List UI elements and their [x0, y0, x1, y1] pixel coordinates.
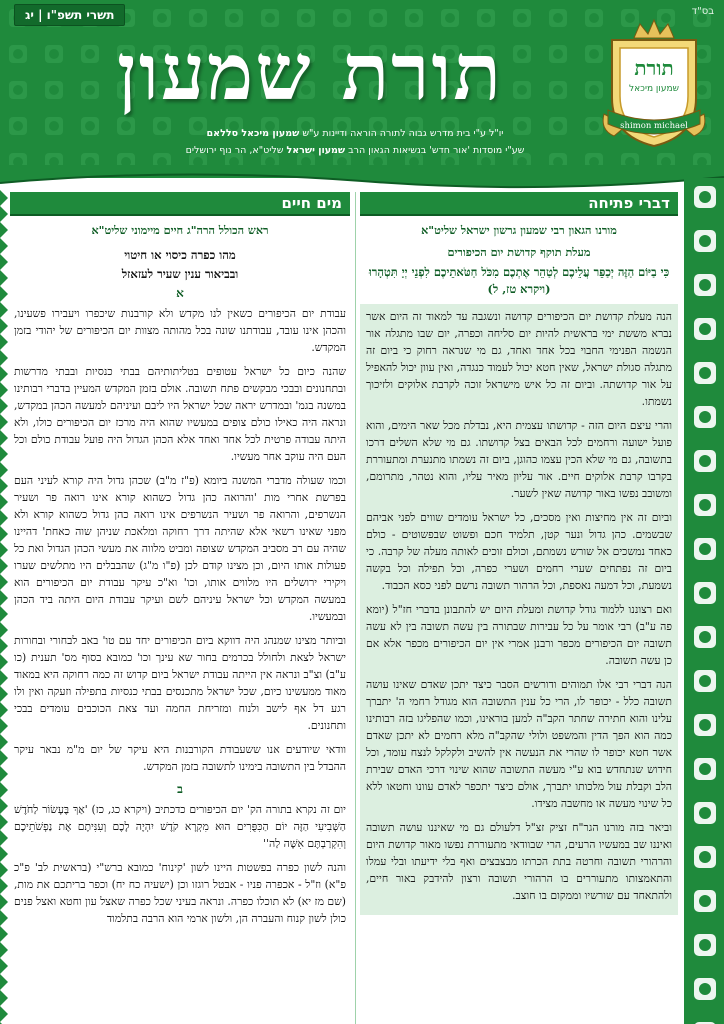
institution-location: שליט"א, הר נוף ירושלים [185, 145, 284, 156]
paragraph: וודאי שיודעים אנו ששעבודת הקורבנות היא עיקר של יום מ"מ נבאר עיקר ההבדל בין התשובה בימינו לתשובה בזמן המקדש. [14, 743, 346, 773]
publisher-line [110, 128, 600, 139]
institution-text: שע"י מוסדות 'אור חדש' בנשיאות הגאון הרב [348, 145, 525, 156]
opening-words-column [360, 192, 678, 1024]
paragraph: עבודת יום הכיפורים כשאין לנו מקדש ולא קורבנות שיכפרו ויעבירו פשעינו, והכהן אינו עובד, עבודתנו שונה בכל מהותה מצוות יום הכיפורים של יהודי בזמן המקדש. [14, 307, 346, 354]
paragraph: יום זה נקרא בתורה הק' יום הכיפורים כדכתיב (ויקרא כג, כז) 'אַךְ בֶּעָשׂוֹר לַחֹדֶשׁ הַשְּׁבִיעִי הַזֶּה יוֹם הַכִּפֻּרִים הוּא מִקְרָא קֹדֶשׁ יִהְיֶה לָכֶם וְעִנִּיתֶם אֶת נַפְשֹׁתֵיכֶם וְהִקְרַבְתֶּם אִשֶּׁה לַה'' [14, 803, 346, 850]
section-letter-b: ב [177, 782, 183, 796]
column-divider [355, 192, 356, 1024]
logo-crest [598, 18, 710, 158]
living-waters-column [10, 192, 350, 1024]
paragraph: ואם רצוננו ללמוד גודל קדושת ומעלת היום יש להתבונן בדברי חז"ל (יומא פה ע"ב) רבי אומר על כל עבירות שבתורה בין עשה תשובה בין לא עשה תשובה יום הכיפורים מכפר ורבנן אמרי אין יום הכיפורים מכפר אלא אם כן עשה תשובה. [366, 603, 672, 667]
institution-line [110, 145, 600, 156]
paragraph: שהנה כיום כל ישראל עטופים בטליתותיהם בבתי כנסיות ובבתי מדרשות ובתחנונים ובבכי מבקשים פתח תשובה. אולם בזמן המקדש המעיין בדברי רבותינו במשנה בגמ' ובמדרש יראה שכל ישראל היו ליבם ועיניהם למעשה הכהן במקדש, ונראה היה כאילו כולם צופים במעשיו שהוא היה מרכז יום הכיפורים כולו, ולא היתה עבודה פרטית לכל אחד ואחד אלא הכהן הגדול היה פועל עבודת כולם וכל העם היה עוקב אחר מעשיו. [14, 365, 346, 463]
opening-verse: כִּי בַיּוֹם הַזֶּה יְכַפֵּר עֲלֵיכֶם לְטַהֵר אֶתְכֶם מִכֹּל חַטֹּאתֵיכֶם לִפְנֵי יְיָ תִּטְהָרוּ (ויקרא טז, ל) [368, 265, 670, 296]
author-line: ראש הכולל הרה"ג חיים מיימוני שליט"א [91, 223, 269, 237]
article-body-a [10, 305, 350, 775]
paragraph: והנה לשון כפרה בפשטות היינו לשון 'קינוח' כמובא ברש"י (בראשית לב' פ"כ פ"א) וז"ל - אכפרה פניו - אבטל רוגזו וכן (ישעיה כח יח) וכפר בריתכם את מות, (שם מז יא) לא תוכלו כפרה. ונראה בעיני שכל כפרה שאצל עון וחטא ואצל פנים כולן לשון קנוח והעברה הן, ולשון ארמי הוא הרבה בתלמוד [14, 861, 346, 925]
article-question-2: ובביאור ענין שעיר לעזאזל [121, 267, 239, 281]
side-pattern [684, 178, 724, 1024]
masthead [0, 0, 724, 178]
publisher-text: יו"ל ע"י בית מדרש גבוה לתורה הוראה ודיינות ע"ש [302, 128, 504, 139]
logo-hebrew-bottom: שמעון מיכאל [629, 84, 679, 94]
logo-english-bottom: shimon michael [620, 121, 688, 131]
header-wave [0, 165, 724, 195]
article-question-1: מהו כפרה כיסוי או חיטוי [124, 248, 236, 262]
logo-english-top: Torat [641, 110, 666, 120]
newsletter-title: תורת שמעון [116, 27, 503, 118]
article-body [360, 304, 678, 915]
issue-date-badge: תשרי תשפ"ו | יג [14, 4, 125, 26]
left-edge-decoration [0, 190, 8, 1024]
paragraph: וביאר בזה מורנו הגר"ח זציק זצ"ל דלעולם גם מי שאיננו עושה תשובה ואיננו שב במעשיו הרעים, הרי שבוודאי מתעוררת נפשו מאור קדושת היום והרהורי תשובה וחרטה בתת הכרתו מבצבצים ואף בלי ידיעתו ובלי עמלו והתאמצותו מתעוררים בו הרהורי תשובה ורצון להידבק באור חיים, ולהתאחד עם שורשיו וממקום בו חוצב. [366, 821, 672, 902]
section-letter-a: א [176, 286, 184, 300]
author-line: מורנו הגאון רבי שמעון גרשון ישראל שליט"א [421, 223, 617, 237]
paragraph: והרי עיצם היום הזה - קדושתו עצמית היא, נבדלת מכל שאר הימים, והוא פועל ישועה ורחמים לכל הבאים בצל קדושתו. גם מי שלא השלים דרכו בתשובה, גם מי שלא הכין עצמו כהוגן, ביום זה נשמתו מתנערת ומתעוררת בקרבו קרבת אלוקים חיים. אור עליון מאיר עליו, והוא נטהר, מתרומם, ומשובב נפשו באור קדושה שאין לשער. [366, 419, 672, 500]
logo-hebrew-top: תורת [634, 56, 674, 80]
publisher-name: שמעון מיכאל סללאם [206, 128, 300, 139]
paragraph: וביום זה אין מחיצות ואין מסכים, כל ישראל עומדים שווים לפני אביהם שבשמים. כהן גדול ונער קטן, תלמיד חכם ופשוט שבפשוטים - כולם כאחד נמשכים אל שורש נשמתם, וכולם זוכים לאותה מעלה של קרבה. כי ביום זה נפתחים שערי רחמים ושערי כפרה, וכל תפילה וכל בקשה נשמעת, וכל דמעה נאספת, וכל הרהור תשובה נרשם לפני כסא הכבוד. [366, 511, 672, 592]
article-subject: מעלת תוקף קדושת יום הכיפורים [447, 245, 591, 259]
column-heading: דברי פתיחה [360, 192, 678, 216]
column-heading: מים חיים [10, 192, 350, 216]
bsd-mark: בס"ד [691, 6, 714, 17]
article-body-b [10, 801, 350, 927]
paragraph: הנה דברי רבי אלו תמוהים ודורשים הסבר כיצד יתכן שאדם שאינו עושה תשובה כלל - יכופר לו, הרי כל ענין התשובה הוא מגודל רחמי ה' יתברך עלינו והוא חתירה שחתר הקב"ה למען בוראינו, וכמו שהפליגו בזה רבותינו כמה הוא הפך הדין והמשפט ולולי שהקב"ה מלא רחמים לא יתכן שאדם אשר חטא יכופר לו שהרי את הנעשה אין להשיב ולקלקל לנצח עומד, וכל חידוש שנתחדש בוא ע"י מעשה התשובה שהוא שינוי דרכי האדם שבירת הלב וקבלת עול מלכותו יתברך, אולם כיצד יתכפר לאדם עוונו וחטאו ללא כל שינוי מעשה או מחשבה מצידו. [366, 678, 672, 810]
rabbi-name: שמעון ישראל [286, 145, 346, 156]
paragraph: וביותר מצינו שמנהג היה דווקא ביום הכיפורים יחד עם טו' באב לבחורי ובחורות ישראל לצאת ולחולל בכרמים בחור שא עינך וכו' כמובא בסוף מס' תענית (כו ע"ב) וצ"ב ונראה אין הייתה עבודת ישראל ביום קדוש זה כמה רחוקה היא במאוד מאוד ממעשינו כיום, שכל ישראל מתכנסים בבתי כנסיות בתפילה וזעקה ואין ולו רגע דל אף לישב ולנוח ומזריחת החמה ועד צאת הכוכבים עומדים בבכי ותחנונים. [14, 634, 346, 732]
paragraph: הנה מעלת קדושת יום הכיפורים קדושה ונשגבה עד למאוד זה היום אשר נברא מששת ימי בראשית להיות יום סליחה וכפרה, יום שבו מתגלה אור הנשמה הפנימי החבוי בכל אחד ואחד, גם מי שנראה רחוק כי ביום זה מתגלה סגולת ישראל, שאין חטא יכול לעמוד כנגדה, ואין עוון יכול להאפיל על אור קדושתה. וביום זה כל איש מישראל זוכה לקרבת אלוקים ולזיכוך נשמתו. [366, 310, 672, 408]
side-decoration-strip [684, 178, 724, 1024]
paragraph: וכמו שעולה מדברי המשנה ביומא (פ"ז מ"ב) שכהן גדול היה קורא לעיני העם בפרשת אחרי מות 'והרואה כהן גדול כשהוא קורא אינו רואה פר ושעיר הנשרפים, והרואה פר ושעיר הנשרפים אינו רואה כהן גדול כשהוא קורא ולא מפני שאינו רשאי אלא שהיתה דרך רחוקה ומלאכת שניהן שוה כאחת' דהיינו שהיה עם רב מסביב המקדש שצופה ומביט מלווה את מעשי הכהן הגדול ואת כל פעולות אותו היום, וכן מצינו קודם לכן (פ"ו מ"ג) שהבבלים היו מתלשים שערו ויקירי ירושלים היו מלווים אותו, וכו' וא"כ עיקר עבודת יום הכיפורים הוא במעשה המקדש וכל ישראל עיניהם לשם ועיקר עבודת היום היתה ביד הכהן ובמעשיו. [14, 474, 346, 623]
